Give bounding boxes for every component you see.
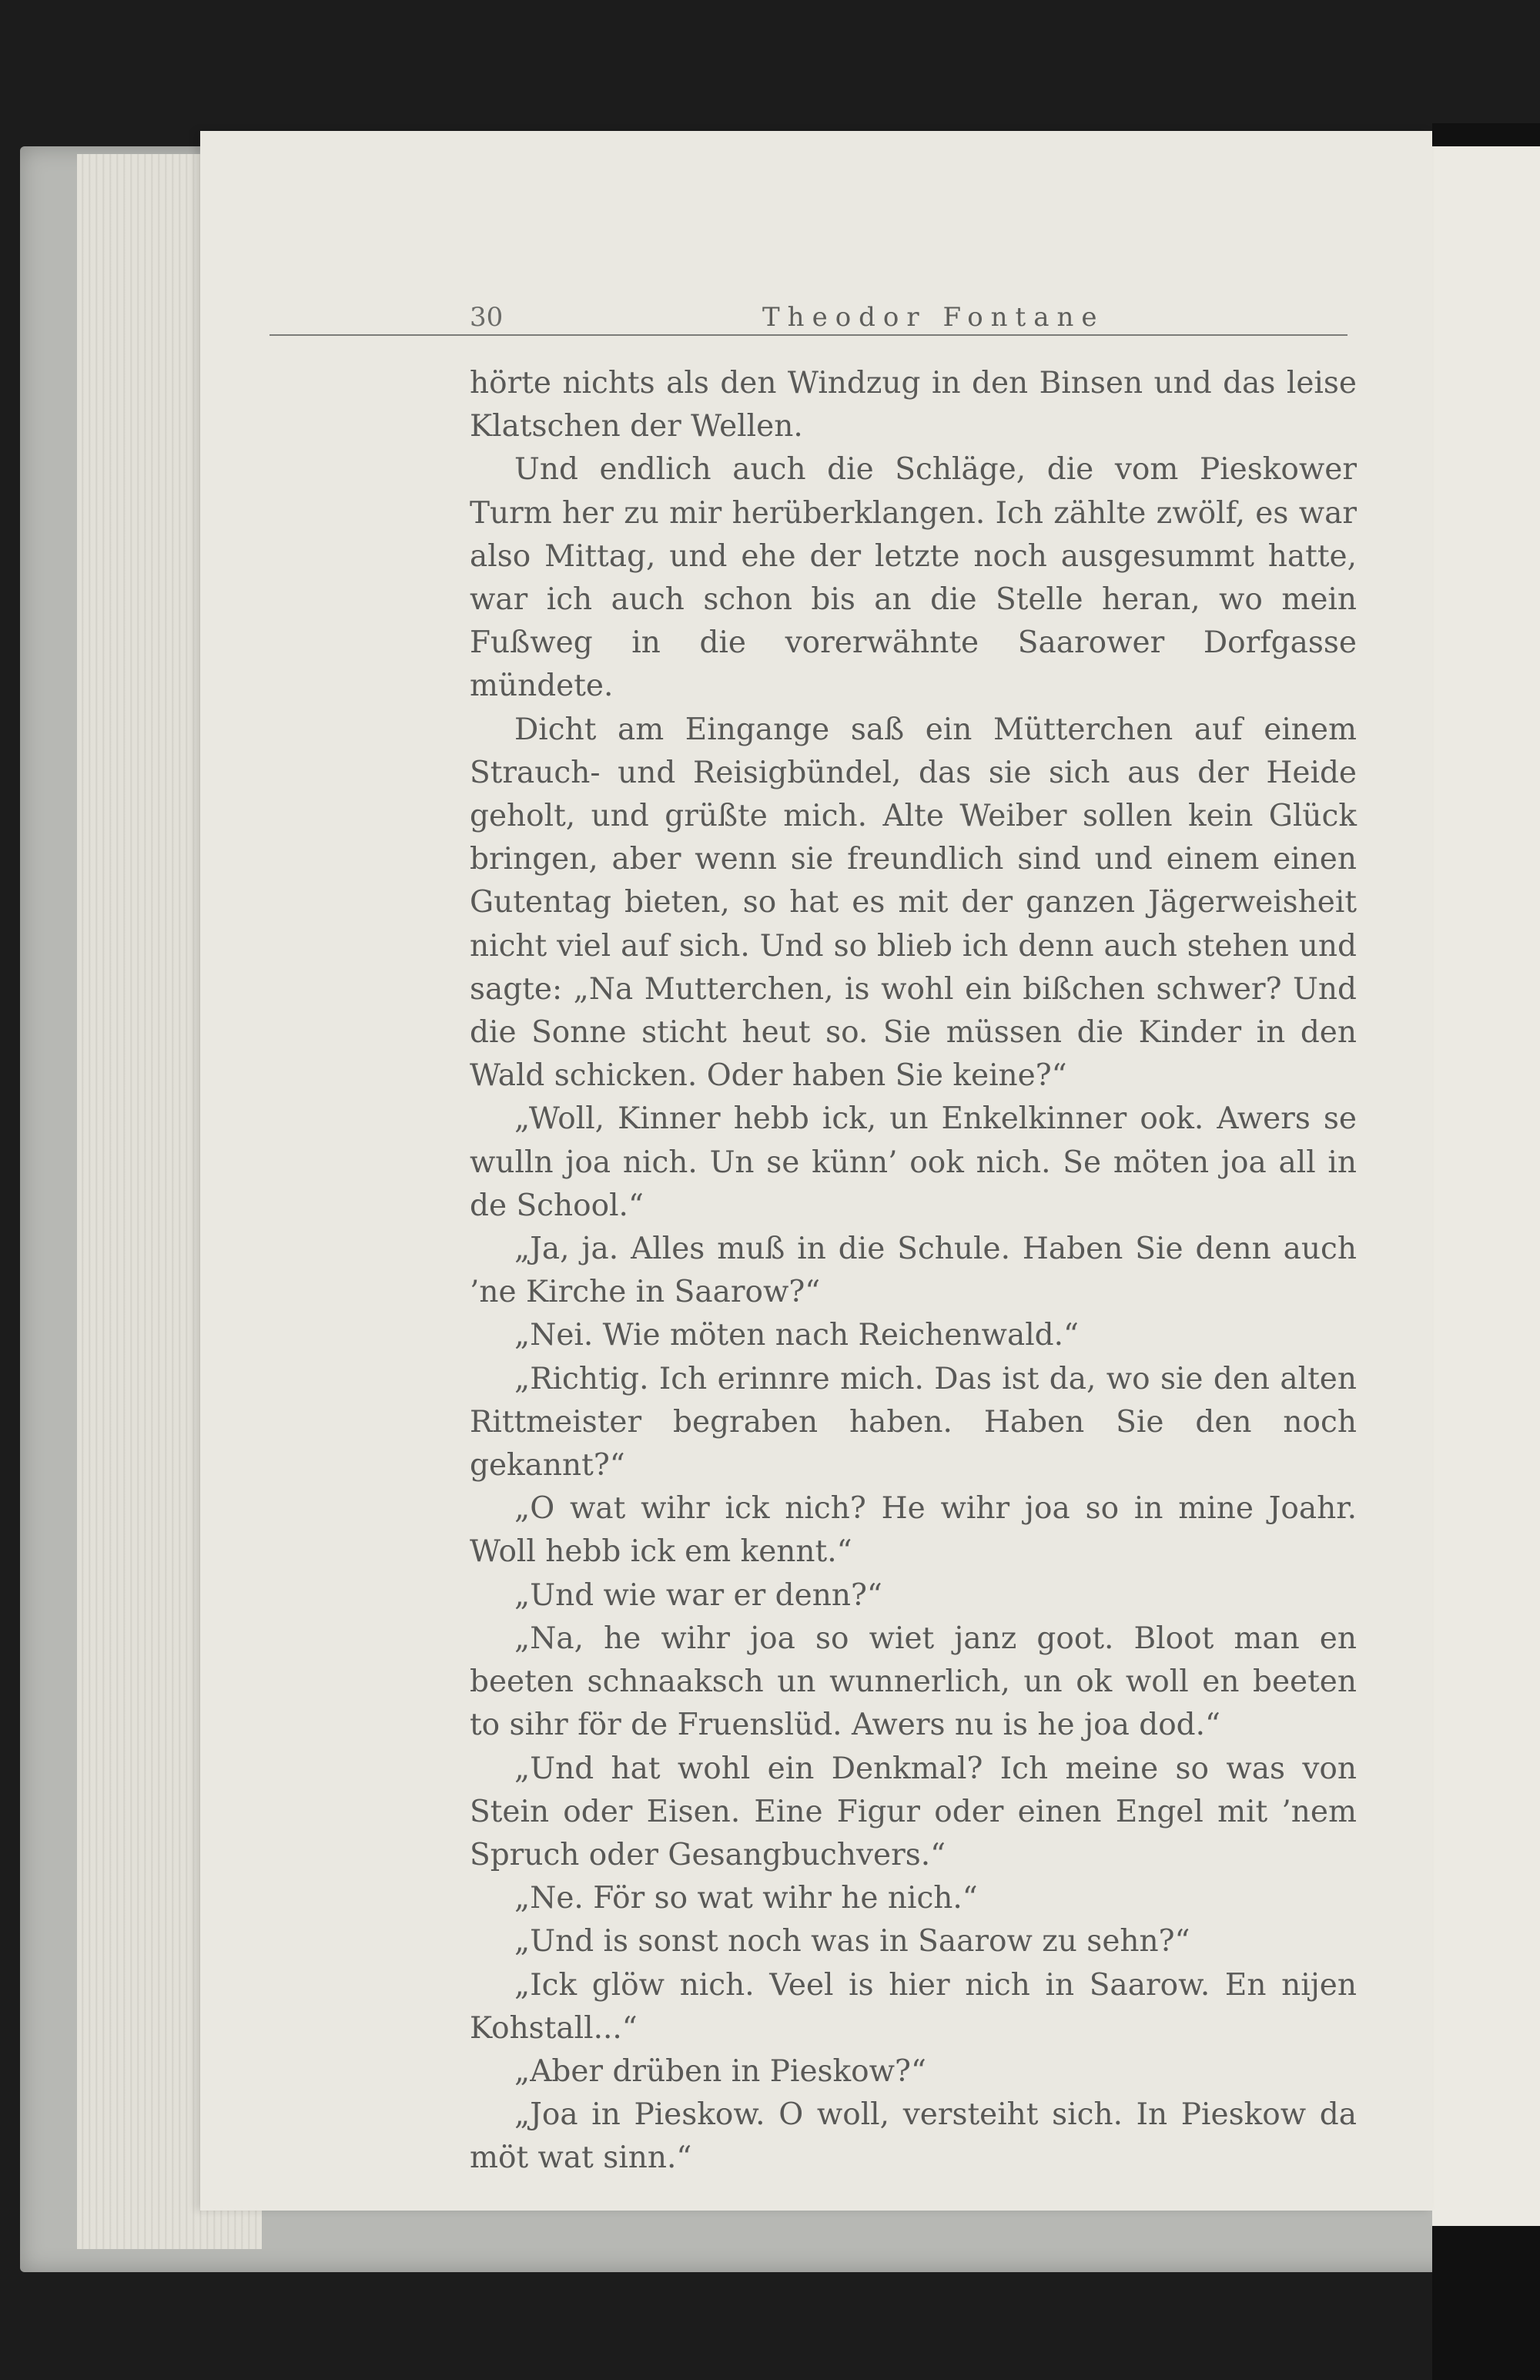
facing-page-edge: [1432, 146, 1540, 2226]
paragraph: „O wat wihr ick nich? He wihr joa so in mine Joahr. Woll hebb ick em kennt.“: [470, 1491, 1357, 1570]
paragraph: „Und is sonst noch was in Saarow zu sehn?“: [514, 1924, 1190, 1959]
paragraph: „Und wie war er denn?“: [514, 1577, 882, 1613]
paragraph: „Und hat wohl ein Denkmal? Ich meine so was von Stein oder Eisen. Eine Figur oder einen Engel mit ’nem Spruch oder Gesangbuchvers.“: [470, 1751, 1357, 1872]
paragraph: „Nei. Wie möten nach Reichenwald.“: [514, 1318, 1079, 1353]
paragraph: „Na, he wihr joa so wiet janz goot. Bloot man en beeten schnaaksch un wunnerlich, un ok woll en beeten to sihr för de Fruenslüd. Awers nu is he joa dod.“: [470, 1621, 1357, 1743]
paragraph: Und endlich auch die Schläge, die vom Pieskower Turm her zu mir herüberklangen. Ich zählte zwölf, es war also Mittag, und ehe der letzte noch ausgesummt hatte, war ich auch schon bis an die Stelle heran, wo mein Fußweg in die vorerwähnte Saarower Dorfgasse mündete.: [470, 452, 1357, 704]
running-title: Theodor Fontane: [762, 302, 1105, 333]
paragraph: hörte nichts als den Windzug in den Binsen und das leise Klatschen der Wellen.: [470, 366, 1357, 444]
paragraph: „Joa in Pieskow. O woll, versteiht sich. In Pieskow da möt wat sinn.“: [470, 2097, 1357, 2176]
paragraph: „Richtig. Ich erinnre mich. Das ist da, wo sie den alten Rittmeister begraben haben. Haben Sie den noch gekannt?“: [470, 1361, 1357, 1483]
page-header: [270, 302, 1348, 336]
paragraph: „Ick glöw nich. Veel is hier nich in Saarow. En nijen Kohstall...“: [470, 1967, 1357, 2046]
paragraph: Dicht am Eingange saß ein Mütterchen auf einem Strauch- und Reisigbündel, das sie sich aus der Heide geholt, und grüßte mich. Alte Weiber sollen kein Glück bringen, aber wenn sie freundlich sind und einem einen Gutentag bieten, so hat es mit der ganzen Jägerweisheit nicht viel auf sich. Und so blieb ich denn auch stehen und sagte: „Na Mutterchen, is wohl ein bißchen schwer? Und die Sonne sticht heut so. Sie müssen die Kinder in den Wald schicken. Oder haben Sie keine?“: [470, 712, 1357, 1094]
paragraph: „Ne. För so wat wihr he nich.“: [514, 1881, 978, 1916]
paragraph: „Woll, Kinner hebb ick, un Enkelkinner ook. Awers se wulln joa nich. Un se künn’ ook nich. Se möten joa all in de School.“: [470, 1101, 1357, 1223]
paragraph: „Ja, ja. Alles muß in die Schule. Haben Sie denn auch ’ne Kirche in Saarow?“: [470, 1232, 1357, 1310]
body-text: [470, 362, 1357, 2181]
paragraph: „Aber drüben in Pieskow?“: [514, 2053, 926, 2089]
page-number: 30: [470, 302, 504, 333]
